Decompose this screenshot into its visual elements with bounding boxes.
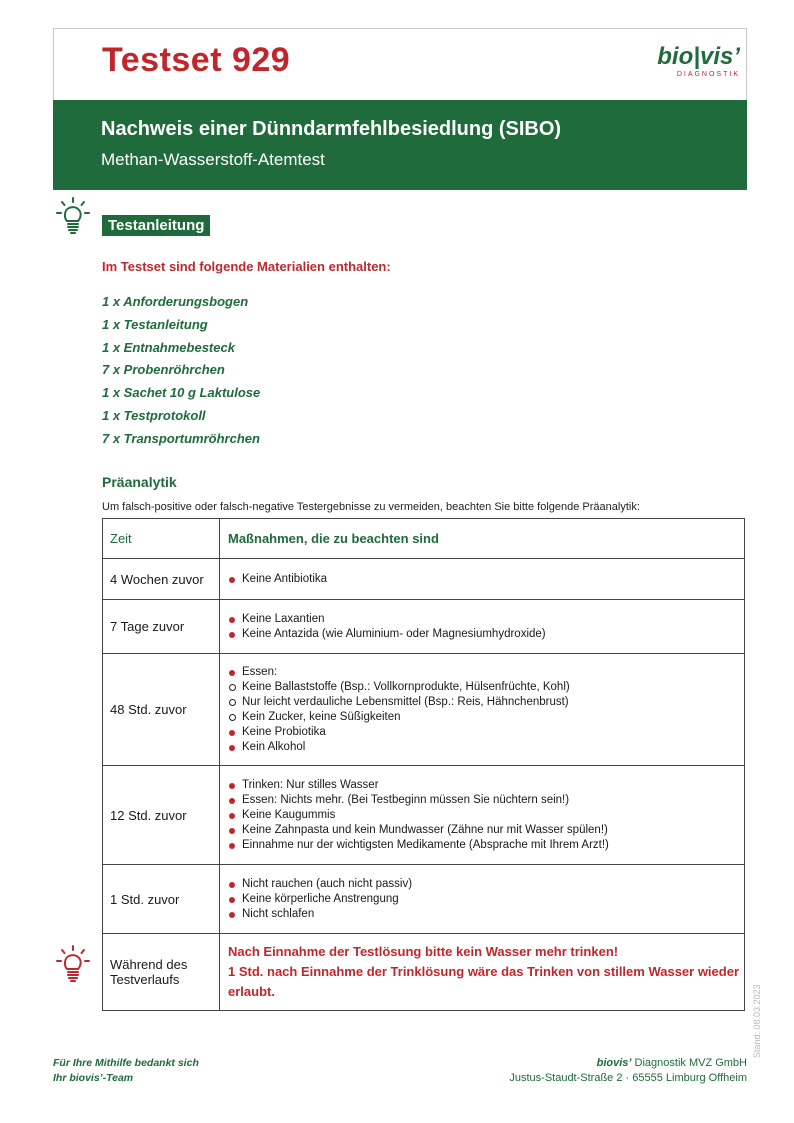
logo-wordmark: bio|vis’ [657, 43, 740, 70]
col-header-measures: Maßnahmen, die zu beachten sind [220, 519, 745, 559]
time-cell: 1 Std. zuvor [103, 865, 220, 934]
section-testanleitung: Testanleitung [102, 215, 210, 236]
table-row [103, 865, 745, 934]
company-line [509, 1056, 747, 1071]
header [53, 28, 747, 100]
time-line: Testverlaufs [110, 972, 180, 987]
company-address: Justus-Staudt-Straße 2 · 65555 Limburg Offheim [509, 1072, 747, 1084]
thanks-line: Für Ihre Mithilfe bedankt sich [53, 1057, 199, 1069]
footer-company [509, 1056, 747, 1086]
material-item: 7 x Transportumröhrchen [102, 430, 260, 446]
praanalytik-intro: Um falsch-positive oder falsch-negative Testergebnisse zu vermeiden, beachten Sie bitte folgende Präanalytik: [102, 501, 640, 513]
material-item: 1 x Testanleitung [102, 316, 208, 332]
measure-item: Nicht schlafen [228, 907, 744, 922]
measure-item [228, 665, 744, 725]
measures-cell [220, 766, 745, 865]
material-item: 1 x Entnahmebesteck [102, 339, 235, 355]
warning-text: Nach Einnahme der Testlösung bitte kein Wasser mehr trinken! [228, 944, 619, 959]
warning-text: 1 Std. nach Einnahme der Trinklösung wäre das Trinken von stillem Wasser wieder erlaubt. [228, 964, 740, 999]
logo-subtitle: DIAGNOSTIK [676, 71, 740, 78]
time-line: Während des [110, 957, 188, 972]
biovis-logo [657, 45, 740, 78]
materials-heading: Im Testset sind folgende Materialien enthalten: [102, 259, 391, 274]
banner-subtitle: Methan-Wasserstoff-Atemtest [101, 150, 325, 169]
time-cell: 4 Wochen zuvor [103, 559, 220, 600]
measures-cell [220, 654, 745, 766]
material-item: 1 x Anforderungsbogen [102, 294, 249, 309]
measure-item: Keine Antibiotika [228, 572, 744, 587]
measure-item: Essen: Nichts mehr. (Bei Testbeginn müssen Sie nüchtern sein!) [228, 793, 744, 808]
praanalytik-heading: Präanalytik [102, 474, 177, 490]
measure-item: Nicht rauchen (auch nicht passiv) [228, 877, 744, 892]
page-title: Testset 929 [102, 41, 291, 79]
time-cell [103, 934, 220, 1011]
measure-item: Keine Laxantien [228, 612, 744, 627]
table-row [103, 600, 745, 654]
measure-item: Einnahme nur der wichtigsten Medikamente (Absprache mit Ihrem Arzt!) [228, 838, 744, 853]
thanks-line: Ihr biovis’-Team [53, 1072, 134, 1084]
table-row [103, 934, 745, 1011]
material-item: 1 x Sachet 10 g Laktulose [102, 385, 261, 401]
time-cell: 12 Std. zuvor [103, 766, 220, 865]
materials-list [102, 293, 260, 453]
measures-cell [220, 600, 745, 654]
time-cell: 48 Std. zuvor [103, 654, 220, 766]
footer-thanks [53, 1056, 199, 1086]
lightbulb-icon-red [56, 944, 90, 984]
table-row [103, 559, 745, 600]
title-banner [53, 100, 747, 190]
time-cell: 7 Tage zuvor [103, 600, 220, 654]
sub-measure-item: Kein Zucker, keine Süßigkeiten [228, 710, 744, 725]
material-item: 1 x Testprotokoll [102, 407, 206, 423]
measure-item: Keine Zahnpasta und kein Mundwasser (Zähne nur mit Wasser spülen!) [228, 823, 744, 838]
sub-measure-item: Nur leicht verdauliche Lebensmittel (Bsp.: Reis, Hähnchenbrust) [228, 695, 744, 710]
measure-item: Trinken: Nur stilles Wasser [228, 778, 744, 793]
table-header-row [103, 519, 745, 559]
lightbulb-icon-green [56, 196, 90, 236]
banner-title: Nachweis einer Dünndarmfehlbesiedlung (SIBO) [101, 118, 562, 140]
col-header-time: Zeit [103, 519, 220, 559]
measure-item-label: Essen: [242, 665, 278, 678]
measures-cell [220, 934, 745, 1011]
sub-measure-item: Keine Ballaststoffe (Bsp.: Vollkornprodukte, Hülsenfrüchte, Kohl) [228, 680, 744, 695]
measure-item: Keine körperliche Anstrengung [228, 892, 744, 907]
table-row [103, 654, 745, 766]
measure-item: Kein Alkohol [228, 740, 744, 755]
stand-date: Stand: 08.03.2023 [752, 984, 762, 1058]
praanalytik-table [102, 518, 745, 1011]
measure-item: Keine Kaugummis [228, 808, 744, 823]
table-row [103, 766, 745, 865]
company-brand: biovis’ [596, 1057, 632, 1069]
company-name: Diagnostik MVZ GmbH [631, 1057, 747, 1069]
material-item: 7 x Probenröhrchen [102, 362, 225, 378]
measure-item: Keine Antazida (wie Aluminium- oder Magnesiumhydroxide) [228, 627, 744, 642]
measures-cell [220, 865, 745, 934]
measure-item: Keine Probiotika [228, 725, 744, 740]
measures-cell [220, 559, 745, 600]
